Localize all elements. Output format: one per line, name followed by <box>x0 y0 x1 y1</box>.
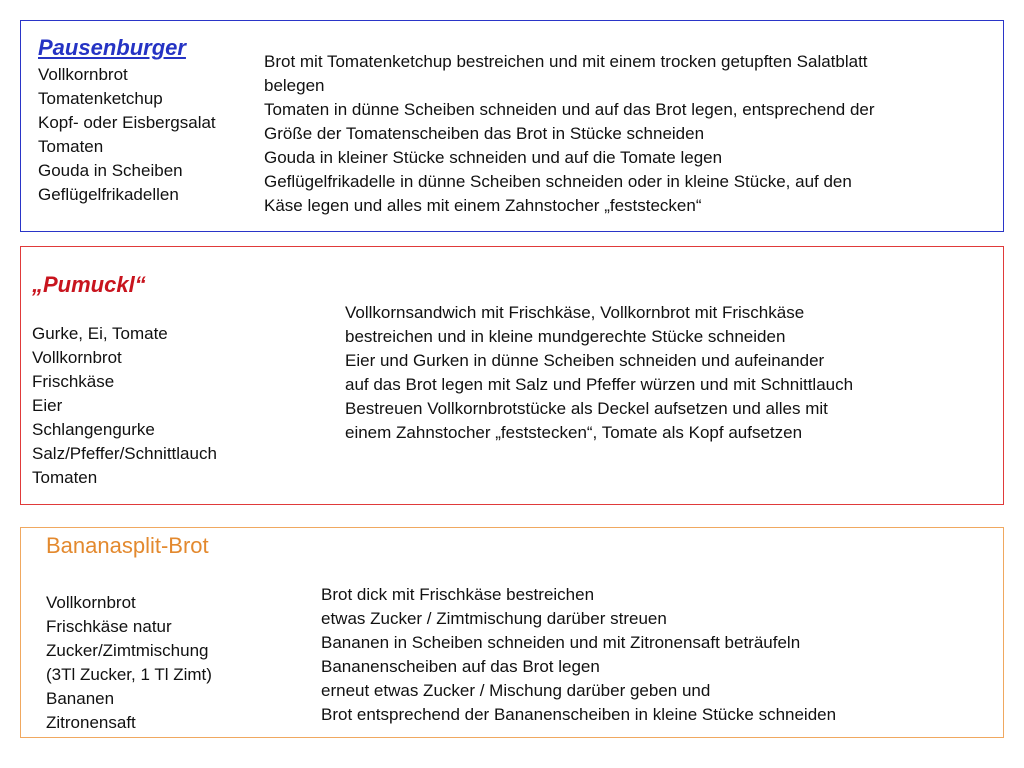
recipe-card-pausenburger <box>20 20 1004 232</box>
ingredient-item: Frischkäse <box>32 372 115 391</box>
ingredient-item: Vollkornbrot <box>46 593 136 612</box>
instruction-line: Brot entsprechend der Bananenscheiben in kleine Stücke schneiden <box>321 705 837 724</box>
ingredient-item: Schlangengurke <box>32 420 155 439</box>
ingredient-item: Zucker/Zimtmischung <box>46 641 209 660</box>
recipe-title: Pausenburger <box>38 35 186 60</box>
instruction-list <box>321 583 836 727</box>
ingredient-list <box>38 63 216 207</box>
ingredient-item: Tomatenketchup <box>38 89 163 108</box>
instruction-line: Bananen in Scheiben schneiden und mit Zitronensaft beträufeln <box>321 633 801 652</box>
ingredient-item: (3Tl Zucker, 1 Tl Zimt) <box>46 665 212 684</box>
ingredient-item: Frischkäse natur <box>46 617 172 636</box>
instruction-line: belegen <box>264 76 325 95</box>
ingredient-list <box>32 322 217 490</box>
ingredient-item: Kopf- oder Eisbergsalat <box>38 113 216 132</box>
instruction-line: etwas Zucker / Zimtmischung darüber streuen <box>321 609 667 628</box>
instruction-list <box>345 301 853 445</box>
instruction-line: Brot dick mit Frischkäse bestreichen <box>321 585 595 604</box>
instruction-line: Geflügelfrikadelle in dünne Scheiben schneiden oder in kleine Stücke, auf den <box>264 172 852 191</box>
ingredient-item: Tomaten <box>38 137 104 156</box>
instruction-line: Käse legen und alles mit einem Zahnstocher „feststecken“ <box>264 196 702 215</box>
ingredient-item: Salz/Pfeffer/Schnittlauch <box>32 444 217 463</box>
recipe-title: „Pumuckl“ <box>32 272 146 297</box>
ingredient-list <box>46 591 212 735</box>
instruction-list <box>264 50 875 218</box>
instruction-line: Bestreuen Vollkornbrotstücke als Deckel aufsetzen und alles mit <box>345 399 828 418</box>
ingredient-item: Gouda in Scheiben <box>38 161 183 180</box>
recipe-card-bananasplit <box>20 527 1004 738</box>
ingredient-item: Zitronensaft <box>46 713 136 732</box>
instruction-line: bestreichen und in kleine mundgerechte Stücke schneiden <box>345 327 786 346</box>
recipe-title: Bananasplit-Brot <box>46 533 209 558</box>
instruction-line: Tomaten in dünne Scheiben schneiden und auf das Brot legen, entsprechend der <box>264 100 875 119</box>
instruction-line: Gouda in kleiner Stücke schneiden und auf die Tomate legen <box>264 148 723 167</box>
ingredient-item: Tomaten <box>32 468 98 487</box>
recipe-card-pumuckl <box>20 246 1004 505</box>
instruction-line: Vollkornsandwich mit Frischkäse, Vollkornbrot mit Frischkäse <box>345 303 805 322</box>
ingredient-item: Eier <box>32 396 63 415</box>
instruction-line: Bananenscheiben auf das Brot legen <box>321 657 600 676</box>
ingredient-item: Vollkornbrot <box>38 65 128 84</box>
instruction-line: Brot mit Tomatenketchup bestreichen und mit einem trocken getupften Salatblatt <box>264 52 868 71</box>
instruction-line: auf das Brot legen mit Salz und Pfeffer würzen und mit Schnittlauch <box>345 375 854 394</box>
instruction-line: Größe der Tomatenscheiben das Brot in Stücke schneiden <box>264 124 705 143</box>
instruction-line: erneut etwas Zucker / Mischung darüber geben und <box>321 681 711 700</box>
instruction-line: einem Zahnstocher „feststecken“, Tomate als Kopf aufsetzen <box>345 423 803 442</box>
ingredient-item: Gurke, Ei, Tomate <box>32 324 168 343</box>
ingredient-item: Bananen <box>46 689 115 708</box>
ingredient-item: Geflügelfrikadellen <box>38 185 179 204</box>
instruction-line: Eier und Gurken in dünne Scheiben schneiden und aufeinander <box>345 351 825 370</box>
ingredient-item: Vollkornbrot <box>32 348 122 367</box>
